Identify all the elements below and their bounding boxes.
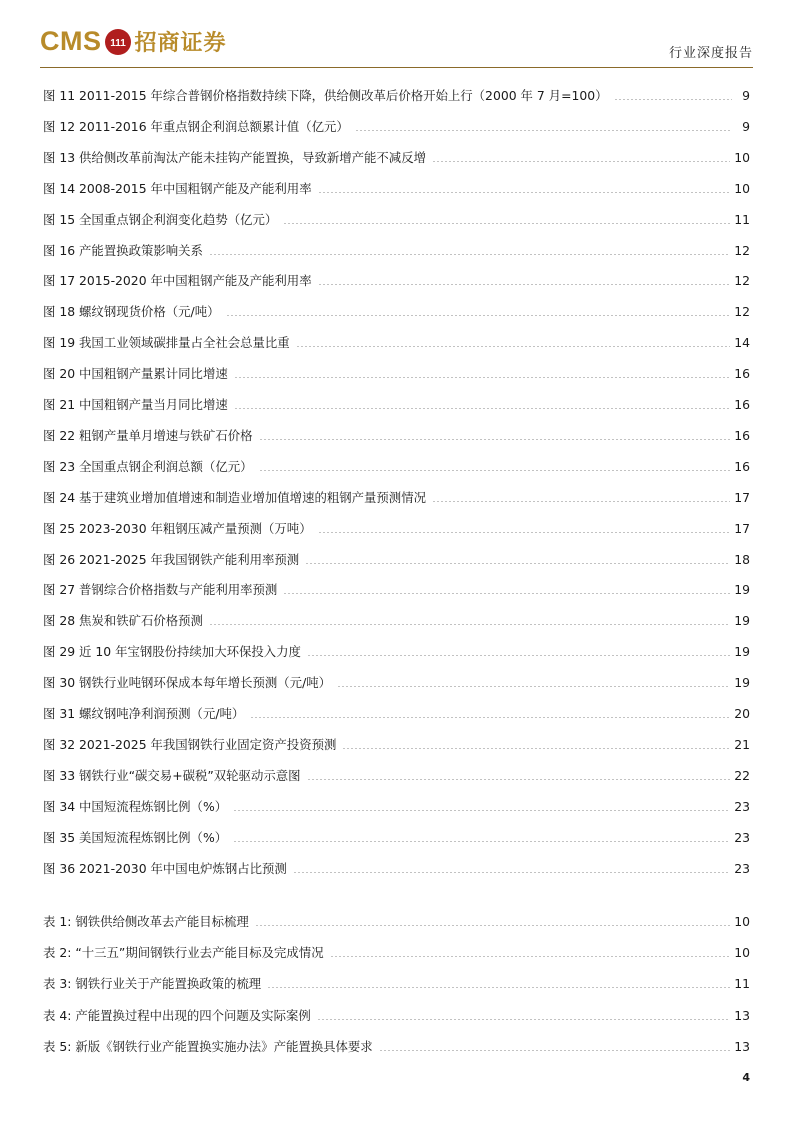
dot-leader: [259, 439, 731, 440]
figure-page-number[interactable]: 10: [734, 149, 750, 165]
dot-leader: [355, 130, 732, 131]
dot-leader: [379, 1050, 731, 1051]
figure-page-number[interactable]: 19: [734, 612, 750, 628]
figure-page-number[interactable]: 20: [734, 705, 750, 721]
page-header: [40, 22, 753, 68]
dot-leader: [337, 686, 730, 687]
table-toc-entry[interactable]: [43, 1036, 750, 1056]
figure-title[interactable]: 图 15 全国重点钢企利润变化趋势（亿元）: [43, 212, 278, 227]
figure-page-number[interactable]: 16: [734, 427, 750, 443]
logo-badge-text: 111: [109, 37, 126, 49]
figure-page-number[interactable]: 16: [734, 365, 750, 381]
figure-toc-entry[interactable]: [43, 610, 750, 630]
figure-title[interactable]: 图 20 中国粗钢产量累计同比增速: [43, 366, 228, 381]
dot-leader: [209, 624, 730, 625]
figure-toc-entry[interactable]: [43, 487, 750, 507]
figure-toc-entry[interactable]: [43, 672, 750, 692]
figure-toc-entry[interactable]: [43, 270, 750, 290]
logo-mark-icon: [108, 32, 128, 52]
figure-title[interactable]: 图 16 产能置换政策影响关系: [43, 243, 203, 258]
figure-title[interactable]: 图 25 2023-2030 年粗钢压减产量预测（万吨）: [43, 521, 312, 536]
figure-toc-entry[interactable]: [43, 85, 750, 105]
dot-leader: [267, 987, 730, 988]
table-toc-entry[interactable]: [43, 973, 750, 993]
figure-page-number[interactable]: 12: [734, 242, 750, 258]
dot-leader: [250, 717, 730, 718]
dot-leader: [307, 655, 730, 656]
figure-toc-entry[interactable]: [43, 796, 750, 816]
table-page-number[interactable]: 11: [734, 975, 750, 991]
table-title[interactable]: 表 5: 新版《钢铁行业产能置换实施办法》产能置换具体要求: [43, 1039, 373, 1054]
figure-page-number[interactable]: 18: [734, 551, 750, 567]
dot-leader: [209, 254, 730, 255]
figure-page-number[interactable]: 10: [734, 180, 750, 196]
company-name: 招商证券: [134, 30, 227, 56]
figure-page-number[interactable]: 23: [734, 860, 750, 876]
header-divider: [40, 67, 753, 68]
table-toc-entry[interactable]: [43, 1005, 750, 1025]
figure-page-number[interactable]: 9: [742, 118, 750, 134]
figure-toc-entry[interactable]: [43, 240, 750, 260]
table-page-number[interactable]: 13: [734, 1038, 750, 1054]
figure-title[interactable]: 图 30 钢铁行业吨钢环保成本每年增长预测（元/吨）: [43, 675, 332, 690]
dot-leader: [318, 284, 731, 285]
figure-page-number[interactable]: 16: [734, 458, 750, 474]
dot-leader: [233, 810, 730, 811]
dot-leader: [330, 956, 731, 957]
dot-leader: [283, 593, 730, 594]
company-logo: [40, 26, 227, 57]
table-toc-entry[interactable]: [43, 911, 750, 931]
figure-toc-entry[interactable]: [43, 394, 750, 414]
dot-leader: [307, 779, 731, 780]
dot-leader: [317, 1019, 730, 1020]
figure-toc-entry[interactable]: [43, 425, 750, 445]
figure-page-number[interactable]: 16: [734, 396, 750, 412]
logo-badge-icon: [105, 29, 131, 55]
figure-title[interactable]: 图 11 2011-2015 年综合普钢价格指数持续下降，供给侧改革后价格开始上行（2000 年 7 月=100）: [43, 88, 608, 103]
dot-leader: [226, 315, 731, 316]
figure-toc-entry[interactable]: [43, 641, 750, 661]
report-type: 行业深度报告: [668, 46, 753, 61]
logo-cms-text: CMS: [40, 26, 102, 56]
dot-leader: [318, 192, 731, 193]
figure-page-number[interactable]: 19: [734, 581, 750, 597]
table-title[interactable]: 表 2: “十三五”期间钢铁行业去产能目标及完成情况: [43, 945, 324, 960]
dot-leader: [283, 223, 730, 224]
figure-toc-entry[interactable]: [43, 858, 750, 878]
figure-page-number[interactable]: 23: [734, 798, 750, 814]
figure-toc-entry[interactable]: [43, 765, 750, 785]
figure-page-number[interactable]: 23: [734, 829, 750, 845]
figure-toc-entry[interactable]: [43, 579, 750, 599]
page-number: 4: [742, 1071, 750, 1084]
figure-page-number[interactable]: 21: [734, 736, 750, 752]
figure-title[interactable]: 图 33 钢铁行业“碳交易+碳税”双轮驱动示意图: [43, 768, 301, 783]
dot-leader: [255, 925, 730, 926]
figure-title[interactable]: 图 29 近 10 年宝钢股份持续加大环保投入力度: [43, 644, 301, 659]
figure-page-number[interactable]: 17: [734, 489, 750, 505]
table-page-number[interactable]: 10: [734, 944, 750, 960]
figure-title[interactable]: 图 28 焦炭和铁矿石价格预测: [43, 613, 203, 628]
figure-title[interactable]: 图 14 2008-2015 年中国粗钢产能及产能利用率: [43, 181, 312, 196]
table-toc-entry[interactable]: [43, 942, 750, 962]
figure-title[interactable]: 图 23 全国重点钢企利润总额（亿元）: [43, 459, 253, 474]
dot-leader: [234, 377, 730, 378]
figure-title[interactable]: 图 22 粗钢产量单月增速与铁矿石价格: [43, 428, 253, 443]
figure-page-number[interactable]: 9: [742, 87, 750, 103]
figure-toc-entry[interactable]: [43, 332, 750, 352]
dot-leader: [293, 872, 730, 873]
figure-toc-entry[interactable]: [43, 363, 750, 383]
figure-title[interactable]: 图 13 供给侧改革前淘汰产能未挂钩产能置换，导致新增产能不减反增: [43, 150, 426, 165]
table-title[interactable]: 表 1: 钢铁供给侧改革去产能目标梳理: [43, 914, 249, 929]
figure-page-number[interactable]: 12: [734, 272, 750, 288]
figure-title[interactable]: 图 19 我国工业领域碳排量占全社会总量比重: [43, 335, 290, 350]
figure-title[interactable]: 图 26 2021-2025 年我国钢铁产能利用率预测: [43, 552, 300, 567]
figure-toc-entry[interactable]: [43, 116, 750, 136]
figure-toc-entry[interactable]: [43, 827, 750, 847]
dot-leader: [234, 408, 730, 409]
figure-toc-entry[interactable]: [43, 549, 750, 569]
dot-leader: [432, 161, 730, 162]
figure-title[interactable]: 图 31 螺纹钢吨净利润预测（元/吨）: [43, 706, 245, 721]
figure-title[interactable]: 图 17 2015-2020 年中国粗钢产能及产能利用率: [43, 273, 312, 288]
dot-leader: [318, 532, 731, 533]
table-title[interactable]: 表 3: 钢铁行业关于产能置换政策的梳理: [43, 976, 262, 991]
figure-title[interactable]: 图 21 中国粗钢产量当月同比增速: [43, 397, 228, 412]
figure-page-number[interactable]: 14: [734, 334, 750, 350]
dot-leader: [432, 501, 730, 502]
table-page-number[interactable]: 10: [734, 913, 750, 929]
figure-toc-entry[interactable]: [43, 518, 750, 538]
figure-toc-entry[interactable]: [43, 703, 750, 723]
dot-leader: [614, 99, 733, 100]
table-page-number[interactable]: 13: [734, 1007, 750, 1023]
figure-title[interactable]: 图 34 中国短流程炼钢比例（%）: [43, 799, 228, 814]
figure-toc-entry[interactable]: [43, 147, 750, 167]
figure-title[interactable]: 图 24 基于建筑业增加值增速和制造业增加值增速的粗钢产量预测情况: [43, 490, 426, 505]
figure-toc-entry[interactable]: [43, 734, 750, 754]
dot-leader: [259, 470, 731, 471]
figure-title[interactable]: 图 32 2021-2025 年我国钢铁行业固定资产投资预测: [43, 737, 337, 752]
dot-leader: [296, 346, 731, 347]
figure-toc-entry[interactable]: [43, 178, 750, 198]
table-title[interactable]: 表 4: 产能置换过程中出现的四个问题及实际案例: [43, 1008, 311, 1023]
figure-title[interactable]: 图 18 螺纹钢现货价格（元/吨）: [43, 304, 220, 319]
figure-page-number[interactable]: 11: [734, 211, 750, 227]
figure-title[interactable]: 图 35 美国短流程炼钢比例（%）: [43, 830, 228, 845]
figure-toc-entry[interactable]: [43, 209, 750, 229]
figure-toc-entry[interactable]: [43, 456, 750, 476]
figure-page-number[interactable]: 12: [734, 303, 750, 319]
dot-leader: [233, 841, 730, 842]
dot-leader: [342, 748, 730, 749]
figure-page-number[interactable]: 22: [734, 767, 750, 783]
figure-page-number[interactable]: 17: [734, 520, 750, 536]
figure-page-number[interactable]: 19: [734, 643, 750, 659]
figure-toc-entry[interactable]: [43, 301, 750, 321]
dot-leader: [305, 563, 730, 564]
figure-page-number[interactable]: 19: [734, 674, 750, 690]
figure-title[interactable]: 图 27 普钢综合价格指数与产能利用率预测: [43, 582, 278, 597]
figure-title[interactable]: 图 36 2021-2030 年中国电炉炼钢占比预测: [43, 861, 287, 876]
figure-title[interactable]: 图 12 2011-2016 年重点钢企利润总额累计值（亿元）: [43, 119, 349, 134]
